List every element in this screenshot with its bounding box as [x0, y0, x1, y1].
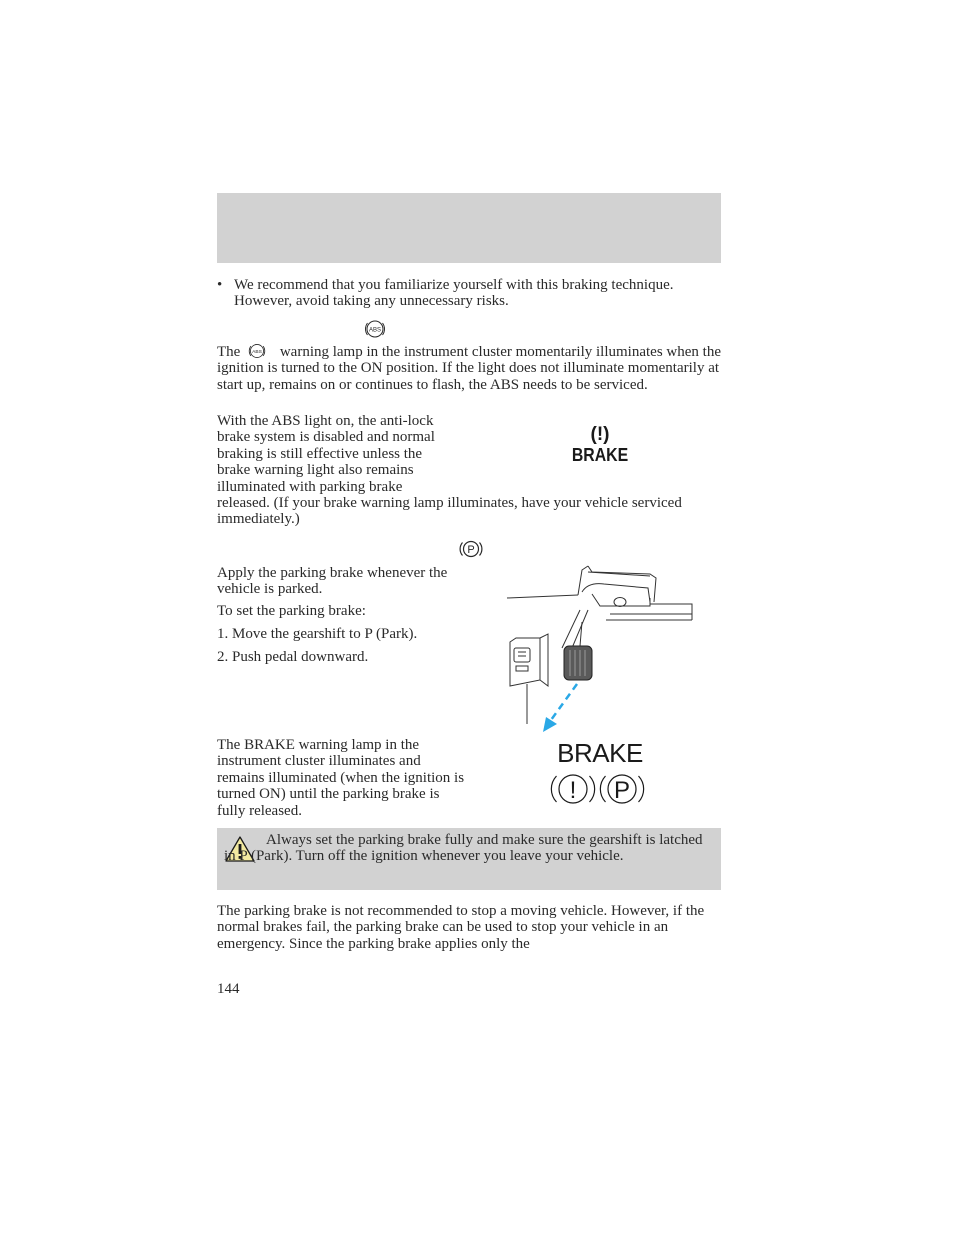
parking-step-1: 1. Move the gearshift to P (Park). — [217, 626, 418, 642]
brake-indicator-symbol: (!) — [590, 424, 610, 445]
caution-text: Always set the parking brake fully and make sure the gearshift is latched in P (Park). Turn off the ignition whenever you leave your vehicle. — [224, 832, 703, 865]
abs-paragraph — [217, 342, 723, 393]
brake-lamp-label: BRAKE — [557, 738, 643, 768]
caution-box — [217, 828, 721, 890]
parking-brake-icon — [458, 538, 484, 560]
parking-intro: Apply the parking brake whenever the vehicle is parked. — [217, 565, 448, 598]
bullet-dot: • — [217, 277, 223, 293]
brake-lamp-graphic — [552, 738, 648, 768]
abs-light-line: braking is still effective unless the — [217, 445, 423, 462]
brake-indicator — [556, 425, 644, 465]
abs-light-line: brake system is disabled and normal — [217, 429, 435, 446]
abs-paragraph-start: The — [217, 344, 241, 360]
abs-light-line: illuminated with parking brake — [217, 478, 403, 495]
abs-light-paragraph-rest: released. (If your brake warning lamp illuminates, have your vehicle serviced immediately.) — [217, 495, 682, 528]
brake-lamp-paragraph: The BRAKE warning lamp in the instrument cluster illuminates and remains illuminated (when the ignition is turned ON) until the parking brake is fully released. — [217, 737, 465, 819]
brake-lamp-symbols — [548, 770, 646, 808]
abs-inline-icon — [246, 342, 268, 360]
closing-paragraph: The parking brake is not recommended to stop a moving vehicle. However, if the normal brakes fail, the parking brake can be used to stop your vehicle in an emergency. Since the parking brake applies only the — [217, 903, 705, 952]
parking-step-2: 2. Push pedal downward. — [217, 649, 369, 665]
park-p-icon: P — [613, 777, 631, 804]
parking-brake-pedal-illustration — [500, 562, 700, 734]
abs-light-line: With the ABS light on, the anti-lock — [217, 413, 434, 429]
parking-brake-icon-label: P — [467, 544, 475, 556]
abs-light-line: brake warning light also remains — [217, 462, 414, 479]
bullet-text: We recommend that you familiarize yourself with this braking technique. However, avoid taking any unnecessary risks. — [234, 277, 674, 310]
abs-light-paragraph — [217, 413, 517, 495]
abs-icon — [364, 318, 386, 340]
header-band — [217, 193, 721, 263]
svg-text:ABS: ABS — [252, 349, 262, 355]
bullet-item — [217, 277, 721, 310]
abs-icon-label: ABS — [368, 327, 382, 334]
exclamation-icon: ! — [569, 777, 577, 804]
abs-paragraph-rest: warning lamp in the instrument cluster momentarily illuminates when the ignition is turned to the ON position. If the light does not illuminate momentarily at start up, remains on or continues to flash, the ABS needs to be serviced. — [217, 344, 721, 393]
page-number: 144 — [217, 981, 240, 997]
parking-to-set: To set the parking brake: — [217, 603, 366, 619]
brake-indicator-label: BRAKE — [571, 445, 629, 465]
